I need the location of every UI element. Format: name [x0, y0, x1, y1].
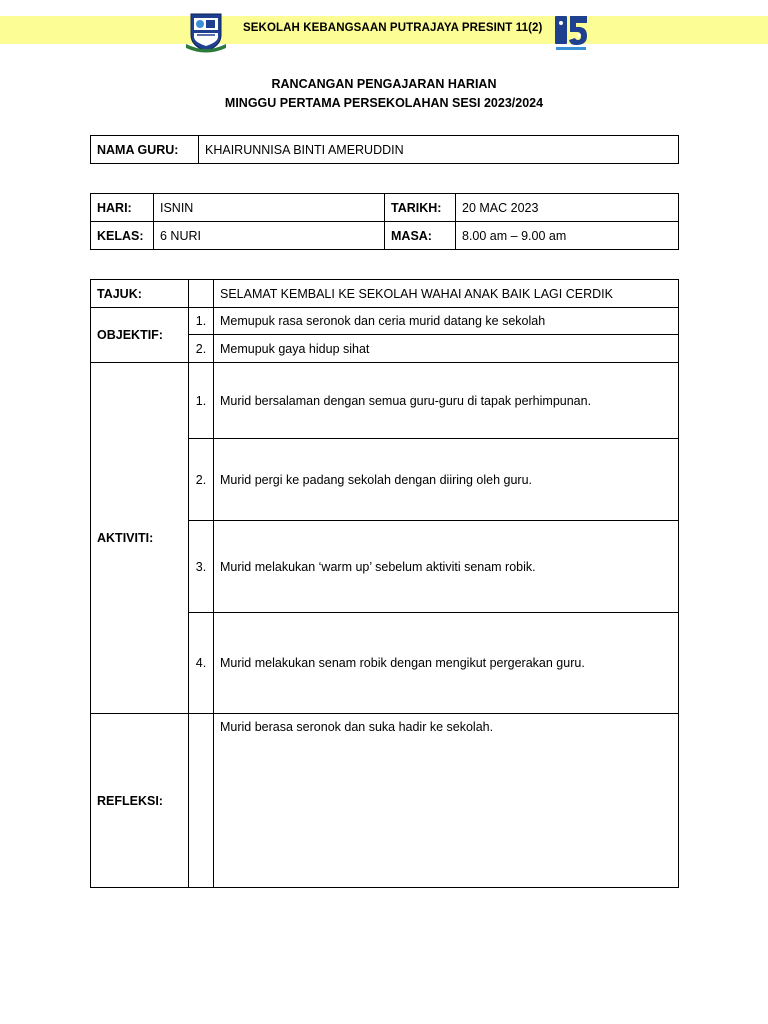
- tajuk-label: TAJUK:: [91, 280, 189, 308]
- lesson-plan-table: [90, 279, 679, 888]
- tarikh-label: TARIKH:: [385, 194, 456, 222]
- refleksi-value: Murid berasa seronok dan suka hadir ke sekolah.: [214, 714, 679, 888]
- kelas-label: KELAS:: [91, 222, 154, 250]
- refleksi-label: REFLEKSI:: [91, 714, 189, 888]
- hari-value: ISNIN: [154, 194, 385, 222]
- aktiviti-num: 2.: [189, 439, 214, 521]
- aktiviti-item: Murid pergi ke padang sekolah dengan diiring oleh guru.: [214, 439, 679, 521]
- masa-value: 8.00 am – 9.00 am: [456, 222, 679, 250]
- aktiviti-num: 4.: [189, 613, 214, 714]
- plan-title: RANCANGAN PENGAJARAN HARIAN: [271, 77, 497, 91]
- masa-label: MASA:: [385, 222, 456, 250]
- school-crest-icon: [185, 11, 227, 53]
- plan-subtitle: MINGGU PERTAMA PERSEKOLAHAN SESI 2023/2024: [224, 96, 544, 110]
- kelas-value: 6 NURI: [154, 222, 385, 250]
- tajuk-num-cell: [189, 280, 214, 308]
- aktiviti-item: Murid bersalaman dengan semua guru-guru di tapak perhimpunan.: [214, 363, 679, 439]
- school-name: SEKOLAH KEBANGSAAN PUTRAJAYA PRESINT 11(2): [243, 22, 543, 34]
- teacher-table: [90, 135, 679, 164]
- hari-label: HARI:: [91, 194, 154, 222]
- tajuk-value: SELAMAT KEMBALI KE SEKOLAH WAHAI ANAK BAIK LAGI CERDIK: [214, 280, 679, 308]
- objektif-item: Memupuk rasa seronok dan ceria murid datang ke sekolah: [214, 308, 679, 335]
- objektif-label: OBJEKTIF:: [91, 308, 189, 363]
- tarikh-value: 20 MAC 2023: [456, 194, 679, 222]
- objektif-num: 2.: [189, 335, 214, 363]
- teacher-name: KHAIRUNNISA BINTI AMERUDDIN: [199, 136, 679, 164]
- refleksi-num-cell: [189, 714, 214, 888]
- objektif-item: Memupuk gaya hidup sihat: [214, 335, 679, 363]
- teacher-label: NAMA GURU:: [91, 136, 199, 164]
- aktiviti-num: 1.: [189, 363, 214, 439]
- school-badge-icon: [553, 13, 589, 53]
- aktiviti-item: Murid melakukan ‘warm up’ sebelum aktiviti senam robik.: [214, 521, 679, 613]
- aktiviti-label: AKTIVITI:: [91, 363, 189, 714]
- details-table: [90, 193, 679, 250]
- aktiviti-num: 3.: [189, 521, 214, 613]
- objektif-num: 1.: [189, 308, 214, 335]
- aktiviti-item: Murid melakukan senam robik dengan mengikut pergerakan guru.: [214, 613, 679, 714]
